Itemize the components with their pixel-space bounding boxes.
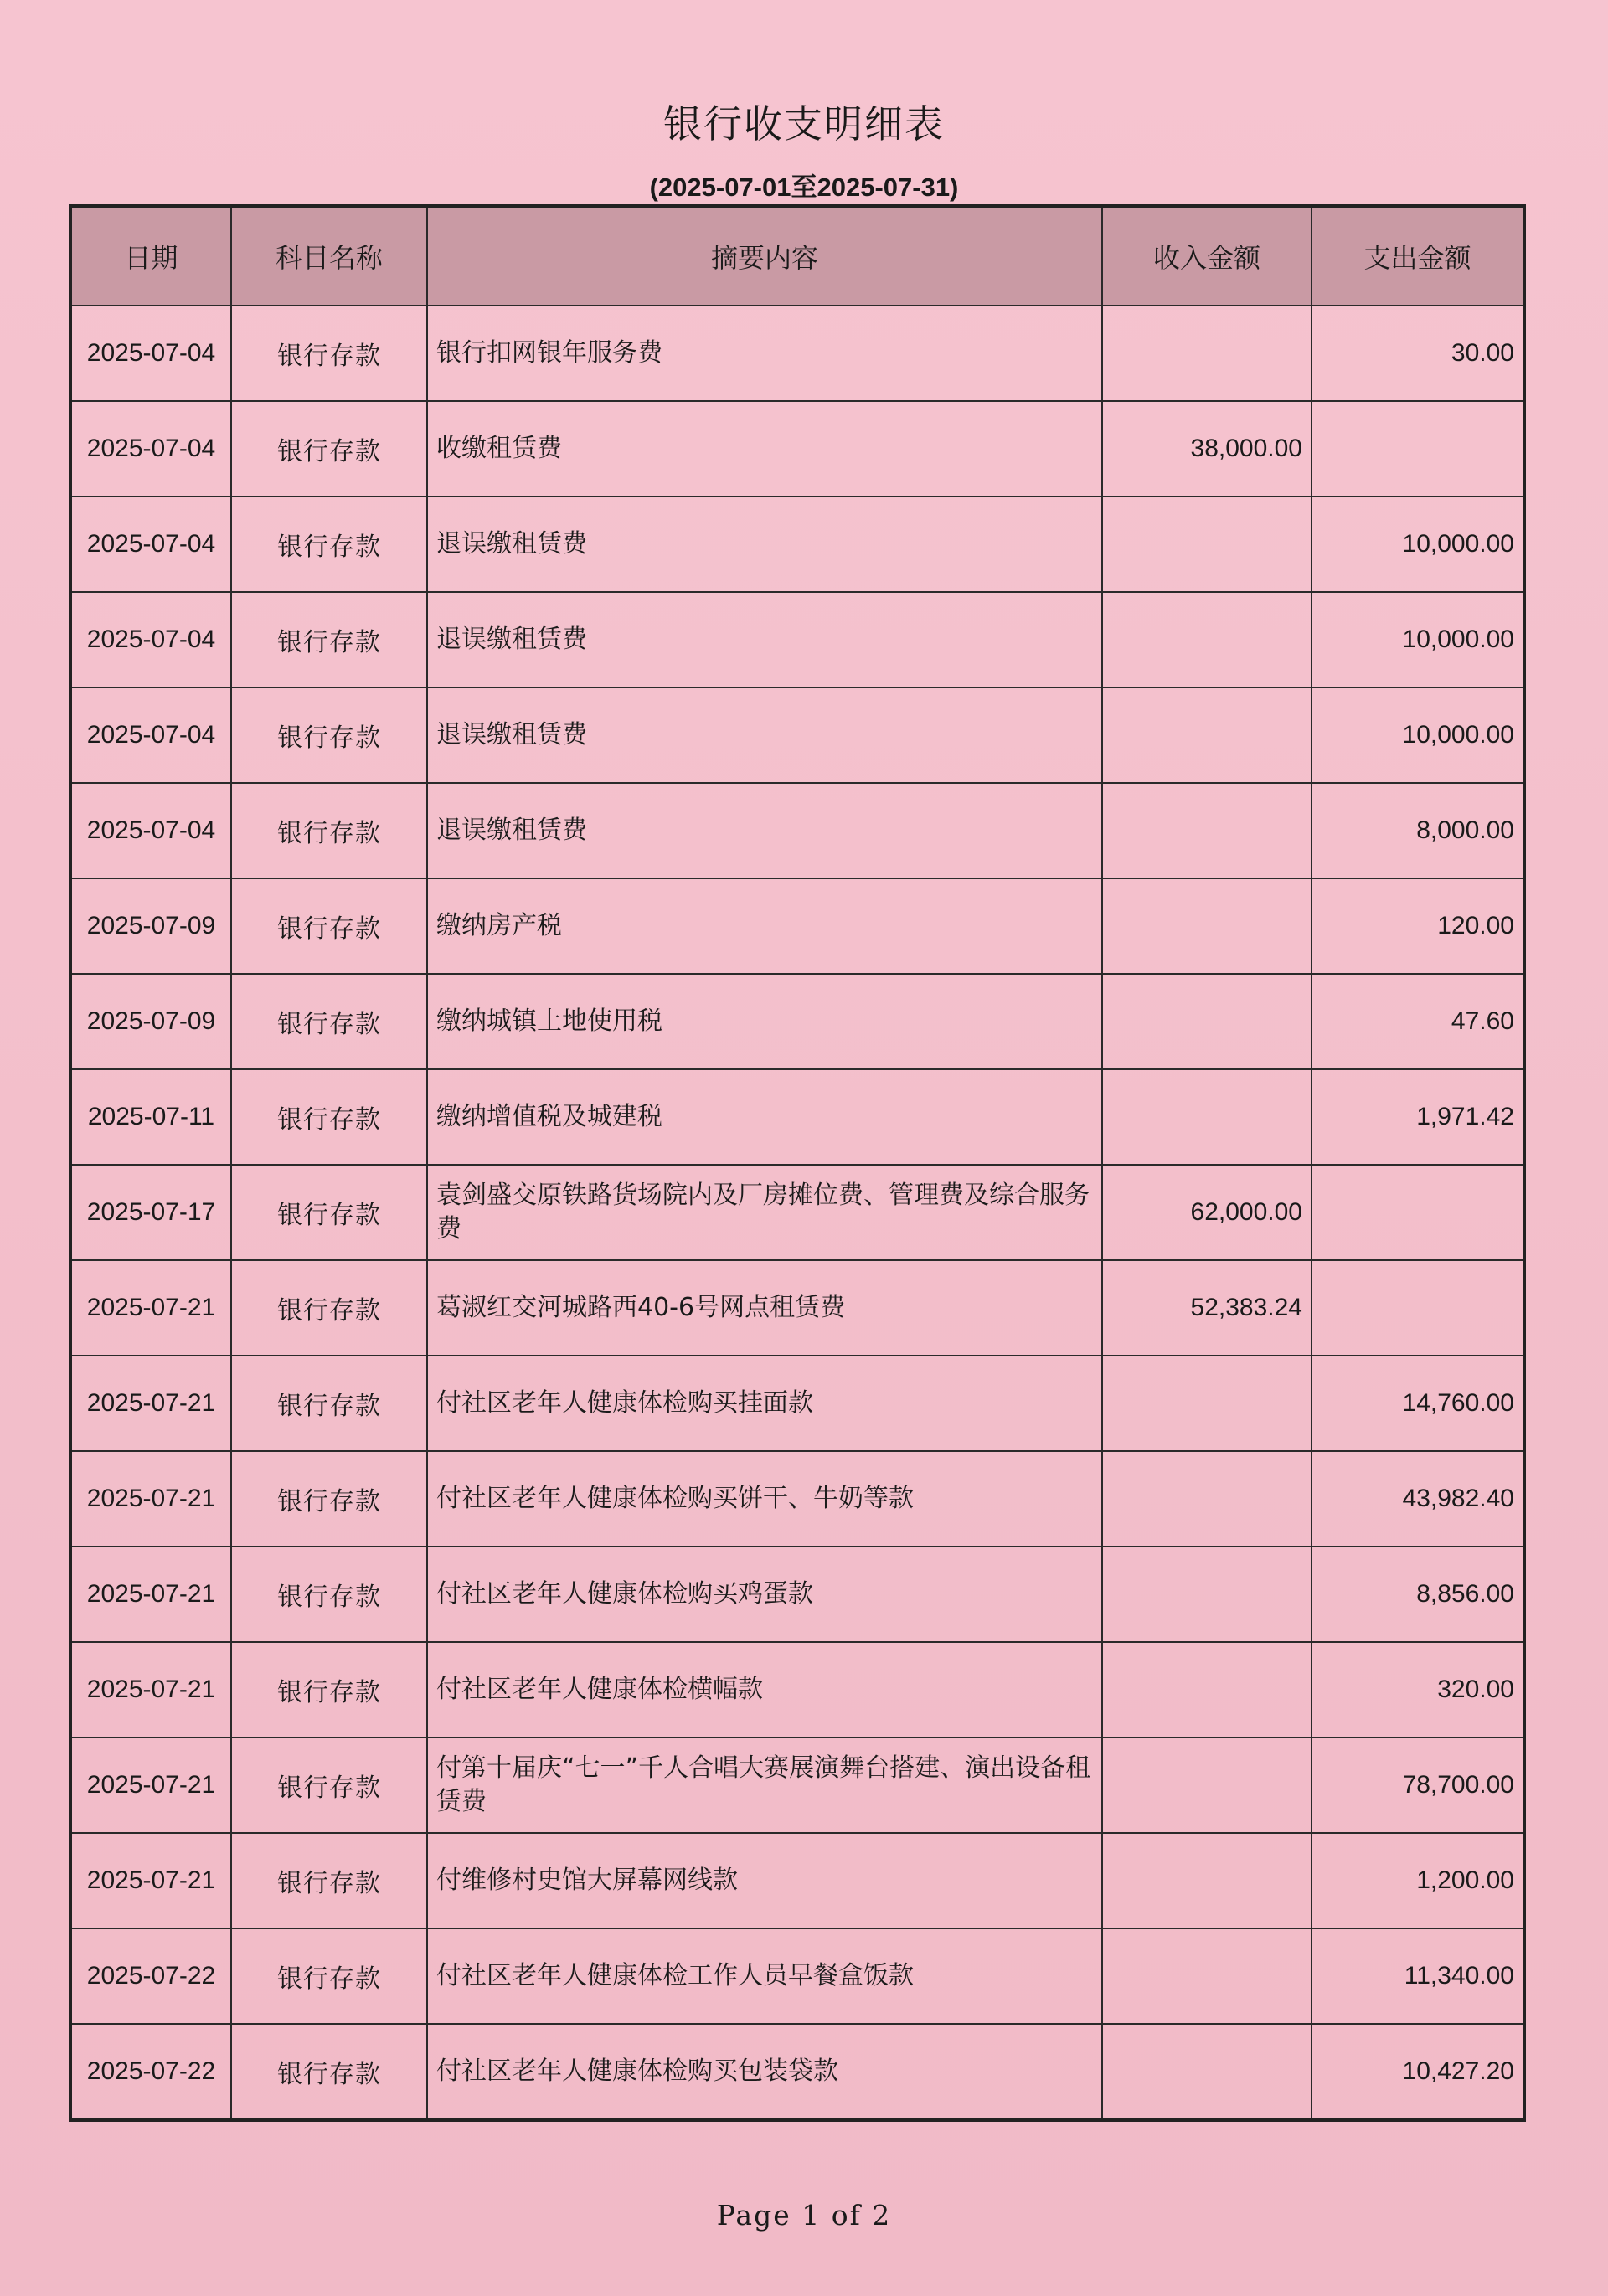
row-summary: 付社区老年人健康体检工作人员早餐盒饭款	[427, 1928, 1102, 2024]
row-expense: 8,856.00	[1312, 1547, 1524, 1642]
row-income	[1102, 592, 1312, 687]
row-date: 2025-07-11	[70, 1069, 231, 1165]
table-row	[70, 1451, 1524, 1547]
row-income	[1102, 687, 1312, 783]
row-expense: 1,971.42	[1312, 1069, 1524, 1165]
row-date: 2025-07-04	[70, 783, 231, 878]
row-date: 2025-07-21	[70, 1356, 231, 1451]
row-date: 2025-07-21	[70, 1260, 231, 1356]
row-date: 2025-07-22	[70, 2024, 231, 2120]
table-row	[70, 1833, 1524, 1928]
row-income	[1102, 1642, 1312, 1737]
row-subject: 银行存款	[231, 974, 427, 1069]
row-summary: 付社区老年人健康体检购买饼干、牛奶等款	[427, 1451, 1102, 1547]
table-row	[70, 497, 1524, 592]
row-date: 2025-07-09	[70, 974, 231, 1069]
row-subject: 银行存款	[231, 497, 427, 592]
row-subject: 银行存款	[231, 2024, 427, 2120]
row-summary: 银行扣网银年服务费	[427, 306, 1102, 401]
table-row	[70, 1260, 1524, 1356]
row-subject: 银行存款	[231, 1165, 427, 1260]
table-row	[70, 592, 1524, 687]
row-expense: 30.00	[1312, 306, 1524, 401]
table-row	[70, 1069, 1524, 1165]
row-subject: 银行存款	[231, 1833, 427, 1928]
row-date: 2025-07-04	[70, 306, 231, 401]
table-row	[70, 306, 1524, 401]
row-income	[1102, 497, 1312, 592]
row-subject: 银行存款	[231, 401, 427, 497]
row-expense: 10,000.00	[1312, 687, 1524, 783]
row-summary: 付维修村史馆大屏幕网线款	[427, 1833, 1102, 1928]
row-income	[1102, 1356, 1312, 1451]
row-date: 2025-07-17	[70, 1165, 231, 1260]
ledger-table	[69, 204, 1526, 2122]
row-subject: 银行存款	[231, 1356, 427, 1451]
row-income	[1102, 1928, 1312, 2024]
row-summary: 收缴租赁费	[427, 401, 1102, 497]
row-subject: 银行存款	[231, 1737, 427, 1833]
row-summary: 退误缴租赁费	[427, 592, 1102, 687]
row-subject: 银行存款	[231, 783, 427, 878]
header-expense: 支出金额	[1312, 206, 1524, 306]
header-date: 日期	[70, 206, 231, 306]
row-summary: 付社区老年人健康体检购买包装袋款	[427, 2024, 1102, 2120]
header-income: 收入金额	[1102, 206, 1312, 306]
row-subject: 银行存款	[231, 1260, 427, 1356]
row-income	[1102, 974, 1312, 1069]
row-summary: 付社区老年人健康体检购买挂面款	[427, 1356, 1102, 1451]
row-date: 2025-07-21	[70, 1451, 231, 1547]
row-expense: 43,982.40	[1312, 1451, 1524, 1547]
row-income: 62,000.00	[1102, 1165, 1312, 1260]
row-subject: 银行存款	[231, 1547, 427, 1642]
row-subject: 银行存款	[231, 592, 427, 687]
row-subject: 银行存款	[231, 1451, 427, 1547]
row-income	[1102, 306, 1312, 401]
row-expense: 10,000.00	[1312, 592, 1524, 687]
row-summary: 缴纳城镇土地使用税	[427, 974, 1102, 1069]
row-income	[1102, 1547, 1312, 1642]
row-expense: 120.00	[1312, 878, 1524, 974]
page-number: Page 1 of 2	[716, 2199, 892, 2232]
table-row	[70, 1737, 1524, 1833]
row-subject: 银行存款	[231, 1642, 427, 1737]
row-income	[1102, 1069, 1312, 1165]
table-row	[70, 1165, 1524, 1260]
row-income	[1102, 878, 1312, 974]
row-income: 38,000.00	[1102, 401, 1312, 497]
row-expense	[1312, 1260, 1524, 1356]
row-date: 2025-07-21	[70, 1547, 231, 1642]
table-header-row	[70, 206, 1524, 306]
row-expense: 1,200.00	[1312, 1833, 1524, 1928]
row-summary: 袁剑盛交原铁路货场院内及厂房摊位费、管理费及综合服务费	[427, 1165, 1102, 1260]
row-summary: 付第十届庆“七一”千人合唱大赛展演舞台搭建、演出设备租赁费	[427, 1737, 1102, 1833]
row-expense: 11,340.00	[1312, 1928, 1524, 2024]
table-row	[70, 2024, 1524, 2120]
row-expense: 47.60	[1312, 974, 1524, 1069]
row-summary: 退误缴租赁费	[427, 783, 1102, 878]
row-date: 2025-07-04	[70, 592, 231, 687]
row-expense: 8,000.00	[1312, 783, 1524, 878]
row-income: 52,383.24	[1102, 1260, 1312, 1356]
row-date: 2025-07-21	[70, 1737, 231, 1833]
document-title: 银行收支明细表	[663, 101, 945, 147]
row-expense: 10,000.00	[1312, 497, 1524, 592]
row-date: 2025-07-21	[70, 1833, 231, 1928]
row-date: 2025-07-22	[70, 1928, 231, 2024]
row-date: 2025-07-04	[70, 401, 231, 497]
row-summary: 葛淑红交河城路西40-6号网点租赁费	[427, 1260, 1102, 1356]
row-subject: 银行存款	[231, 687, 427, 783]
document-period: (2025-07-01至2025-07-31)	[649, 172, 959, 202]
row-summary: 付社区老年人健康体检横幅款	[427, 1642, 1102, 1737]
row-subject: 银行存款	[231, 1069, 427, 1165]
row-subject: 银行存款	[231, 306, 427, 401]
table-row	[70, 401, 1524, 497]
row-expense	[1312, 401, 1524, 497]
row-income	[1102, 1737, 1312, 1833]
row-summary: 付社区老年人健康体检购买鸡蛋款	[427, 1547, 1102, 1642]
table-row	[70, 687, 1524, 783]
row-income	[1102, 1833, 1312, 1928]
table-row	[70, 1928, 1524, 2024]
row-date: 2025-07-21	[70, 1642, 231, 1737]
row-summary: 退误缴租赁费	[427, 687, 1102, 783]
table-row	[70, 1356, 1524, 1451]
row-income	[1102, 1451, 1312, 1547]
header-subject: 科目名称	[231, 206, 427, 306]
row-date: 2025-07-09	[70, 878, 231, 974]
row-expense: 10,427.20	[1312, 2024, 1524, 2120]
row-summary: 缴纳增值税及城建税	[427, 1069, 1102, 1165]
row-subject: 银行存款	[231, 878, 427, 974]
row-date: 2025-07-04	[70, 497, 231, 592]
table-row	[70, 1642, 1524, 1737]
row-summary: 缴纳房产税	[427, 878, 1102, 974]
row-subject: 银行存款	[231, 1928, 427, 2024]
row-summary: 退误缴租赁费	[427, 497, 1102, 592]
row-expense: 14,760.00	[1312, 1356, 1524, 1451]
row-income	[1102, 2024, 1312, 2120]
table-row	[70, 878, 1524, 974]
table-row	[70, 974, 1524, 1069]
header-summary: 摘要内容	[427, 206, 1102, 306]
row-expense: 78,700.00	[1312, 1737, 1524, 1833]
table-row	[70, 1547, 1524, 1642]
table-row	[70, 783, 1524, 878]
row-income	[1102, 783, 1312, 878]
row-date: 2025-07-04	[70, 687, 231, 783]
row-expense	[1312, 1165, 1524, 1260]
row-expense: 320.00	[1312, 1642, 1524, 1737]
